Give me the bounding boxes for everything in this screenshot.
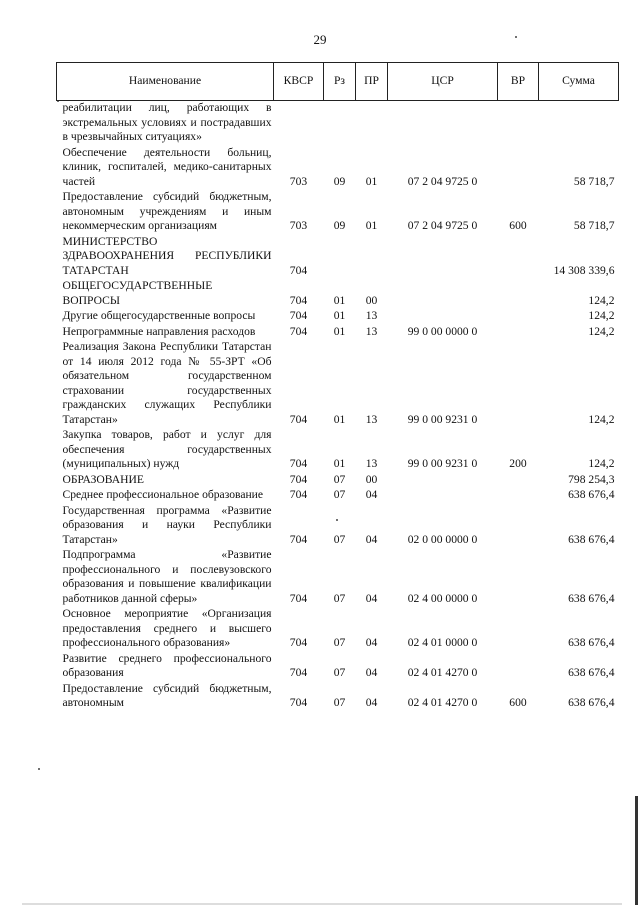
row-pr: 04 [365,488,378,501]
table-row [57,146,619,191]
row-pr [356,235,388,280]
row-csr: 07 2 04 9725 0 [407,219,478,232]
row-csr: 07 2 04 9725 0 [407,174,478,188]
row-kvsr: 704 [289,293,308,307]
row-kvsr: 704 [289,309,308,322]
row-name: Среднее профессиональное образование [62,488,264,501]
table-row [57,548,619,607]
row-rz [324,101,356,146]
row-name: ОБЩЕГОСУДАРСТВЕННЫЕ ВОПРОСЫ [62,279,213,307]
row-rz: 07 [333,488,346,501]
column-header-csr: ЦСР [388,63,498,101]
row-csr [388,309,498,325]
table-row [57,325,619,341]
row-rz: 07 [333,666,346,679]
row-rz: 01 [333,293,346,307]
scan-edge-shadow [635,796,638,905]
row-vr [498,309,539,325]
row-vr [498,504,539,549]
row-csr: 02 0 00 0000 0 [407,532,478,546]
row-rz: 07 [333,532,346,546]
row-kvsr: 704 [289,324,308,338]
row-name: Обеспечение деятельности больниц, клиник, госпиталей, медико-санитарных частей [62,145,272,188]
row-rz: 07 [333,636,346,649]
table-row [57,607,619,652]
row-csr [388,101,498,146]
row-rz: 01 [333,324,346,338]
row-name: Реализация Закона Республики Татарстан от 14 июля 2012 года № 55-ЗРТ «Об обязательном государственном страховании государственных гражданских служащих Республики Татарстан» [62,340,272,426]
row-rz: 09 [333,174,346,188]
row-name: Подпрограмма «Развитие профессионального и послевузовского образования и повышение квалификации работников данной сферы» [62,548,272,605]
row-kvsr: 704 [289,591,308,605]
row-name: Предоставление субсидий бюджетным, автономным учреждениям и иным некоммерческим организациям [62,190,272,232]
table-body [57,101,619,712]
row-sum: 124,2 [588,309,615,322]
table-row [57,504,619,549]
row-csr: 02 4 01 4270 0 [407,696,478,709]
table-row [57,235,619,280]
row-csr: 99 0 00 9231 0 [407,457,478,470]
row-rz: 09 [333,219,346,232]
row-vr [498,548,539,607]
table-row [57,488,619,504]
row-kvsr: 704 [289,696,308,709]
row-name: МИНИСТЕРСТВО ЗДРАВООХРАНЕНИЯ РЕСПУБЛИКИ ТАТАРСТАН [62,234,272,277]
row-vr: 600 [509,696,527,709]
column-header-rz: Рз [324,63,356,101]
row-kvsr: 704 [289,532,308,546]
row-kvsr: 704 [289,412,308,426]
row-name: Государственная программа «Развитие образования и науки Республики Татарстан» [62,503,272,546]
row-vr [498,473,539,489]
row-pr: 00 [365,293,378,307]
row-sum: 638 676,4 [568,532,615,546]
row-csr: 02 4 01 4270 0 [407,666,478,679]
table-row [57,428,619,473]
table-row [57,101,619,146]
row-rz [324,235,356,280]
row-rz: 01 [333,412,346,426]
row-kvsr: 704 [289,636,308,649]
row-kvsr [274,101,324,146]
row-csr: 99 0 00 0000 0 [407,324,478,338]
row-kvsr: 703 [289,174,308,188]
row-pr: 01 [365,174,378,188]
table-row [57,190,619,235]
row-vr [498,235,539,280]
column-header-pr: ПР [356,63,388,101]
row-pr: 13 [365,457,378,470]
row-name: Другие общегосударственные вопросы [62,309,256,322]
row-pr: 04 [365,591,378,605]
row-pr: 04 [365,666,378,679]
row-rz: 01 [333,309,346,322]
row-rz: 07 [333,591,346,605]
row-name: Основное мероприятие «Организация предоставления среднего и высшего профессионального образования» [62,607,272,649]
row-sum: 798 254,3 [568,472,615,486]
row-pr: 13 [365,324,378,338]
row-pr: 04 [365,636,378,649]
row-csr: 99 0 00 9231 0 [407,412,478,426]
row-vr [498,146,539,191]
scan-speck [515,36,517,38]
row-sum: 638 676,4 [568,696,615,709]
row-pr: 13 [365,309,378,322]
row-kvsr: 704 [289,488,308,501]
row-sum [539,101,619,146]
row-vr: 600 [509,219,527,232]
column-header-vr: ВР [498,63,539,101]
row-sum: 124,2 [588,457,615,470]
row-name: Развитие среднего профессионального образования [62,651,272,679]
row-vr [498,652,539,682]
row-name: Непрограммные направления расходов [62,324,256,338]
row-kvsr: 704 [289,457,308,470]
row-rz: 07 [333,696,346,709]
column-header-name: Наименование [57,63,274,101]
row-kvsr: 704 [289,263,308,277]
row-kvsr: 704 [289,666,308,679]
row-sum: 124,2 [588,412,615,426]
scan-speck [38,768,40,770]
budget-table [56,62,619,712]
row-vr [498,488,539,504]
row-pr [356,101,388,146]
row-sum: 124,2 [588,324,615,338]
row-name: ОБРАЗОВАНИЕ [62,472,144,486]
row-csr: 02 4 00 0000 0 [407,591,478,605]
column-header-kvsr: КВСР [274,63,324,101]
table-row [57,652,619,682]
row-vr [498,101,539,146]
row-vr: 200 [509,457,527,470]
row-vr [498,279,539,309]
row-csr [388,235,498,280]
row-kvsr: 704 [289,472,308,486]
row-sum: 58 718,7 [573,174,615,188]
table-row [57,309,619,325]
row-pr: 04 [365,696,378,709]
row-sum: 14 308 339,6 [553,263,615,277]
row-csr [388,279,498,309]
row-pr: 13 [365,412,378,426]
table-row [57,279,619,309]
row-name: Предоставление субсидий бюджетным, автономным [62,681,272,709]
row-vr [498,325,539,341]
row-pr: 04 [365,532,378,546]
row-kvsr: 703 [289,219,308,232]
row-csr: 02 4 01 0000 0 [407,636,478,649]
table-header [57,63,619,101]
row-sum: 638 676,4 [568,636,615,649]
table-row [57,340,619,428]
row-sum: 58 718,7 [573,219,615,232]
row-pr: 00 [365,472,378,486]
table-row [57,682,619,712]
row-sum: 638 676,4 [568,666,615,679]
column-header-sum: Сумма [539,63,619,101]
row-name: реабилитации лиц, работающих в экстремальных условиях и пострадавших в чрезвычайных ситуациях» [62,101,272,143]
row-pr: 01 [365,219,378,232]
page-number: 29 [313,32,327,47]
table-row [57,473,619,489]
row-name: Закупка товаров, работ и услуг для обеспечения государственных (муниципальных) нужд [62,428,272,470]
row-vr [498,607,539,652]
row-sum: 638 676,4 [568,488,615,501]
row-rz: 07 [333,472,346,486]
row-csr [388,473,498,489]
row-rz: 01 [333,457,346,470]
row-sum: 638 676,4 [568,591,615,605]
row-csr [388,488,498,504]
row-sum: 124,2 [588,293,615,307]
row-vr [498,340,539,428]
